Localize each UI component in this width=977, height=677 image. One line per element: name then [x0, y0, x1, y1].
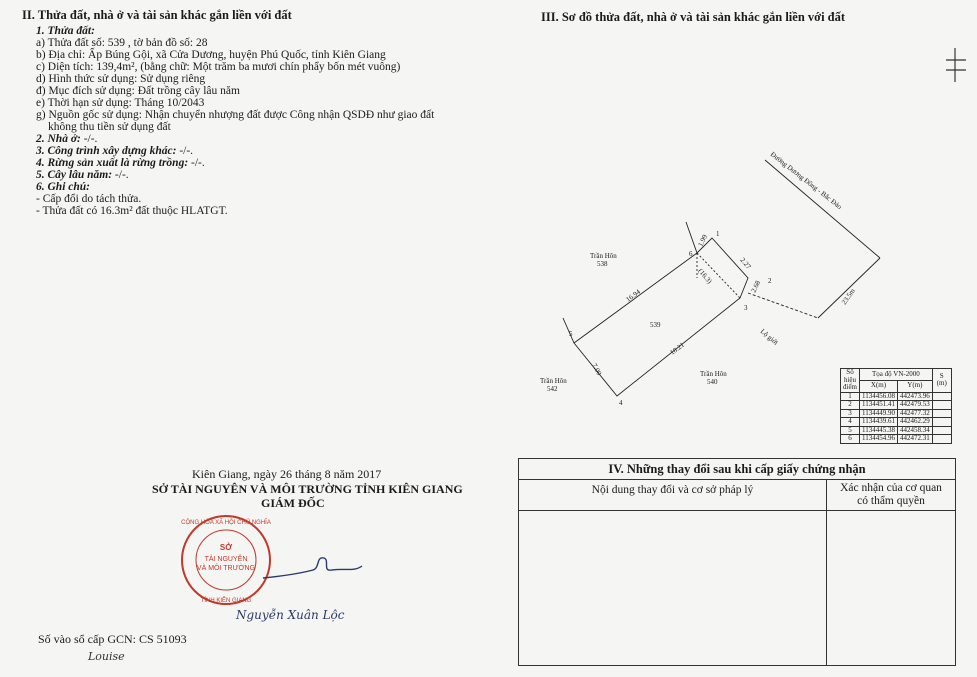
- coord-point: 2: [841, 401, 860, 410]
- parcel-heading: 1. Thửa đất:: [36, 25, 95, 37]
- lo-gioi-label: Lộ giới: [758, 327, 780, 347]
- svg-text:TỈNH KIÊN GIANG: TỈNH KIÊN GIANG: [200, 598, 252, 604]
- parcel-address: b) Địa chỉ: Ấp Búng Gội, xã Cửa Dương, huyện Phú Quốc, tỉnh Kiên Giang: [36, 49, 386, 61]
- signer-name: Nguyễn Xuân Lộc: [236, 608, 345, 622]
- section4-title: IV. Những thay đổi sau khi cấp giấy chứng nhận: [519, 459, 955, 480]
- coord-header-x: X(m): [860, 380, 898, 392]
- neighbor-542-name: Trần Hôn: [540, 377, 567, 385]
- coord-row: [841, 426, 952, 435]
- point-5: 5: [569, 330, 573, 338]
- coord-point: 1: [841, 392, 860, 401]
- svg-text:VÀ MÔI TRƯỜNG: VÀ MÔI TRƯỜNG: [196, 565, 256, 572]
- coord-s: [932, 409, 951, 418]
- coord-y: 442462.29: [898, 418, 933, 427]
- house-label: 2. Nhà ở:: [36, 133, 81, 145]
- usage-origin-cont: không thu tiền sử dụng đất: [48, 121, 171, 133]
- changes-col-confirm-line1: Xác nhận của cơ quan: [840, 482, 942, 494]
- coord-header-no: Số hiệu điểm: [841, 369, 860, 393]
- dim-4-5: 7.00: [590, 362, 604, 377]
- coord-y: 442479.53: [898, 401, 933, 410]
- svg-text:CỘNG HÒA XÃ HỘI CHỦ NGHĨA: CỘNG HÒA XÃ HỘI CHỦ NGHĨA: [181, 520, 271, 526]
- issuing-department: SỞ TÀI NGUYÊN VÀ MÔI TRƯỜNG TỈNH KIÊN GIANG: [152, 482, 463, 496]
- usage-term: e) Thời hạn sử dụng: Tháng 10/2043: [36, 97, 205, 109]
- coord-s: [932, 435, 951, 444]
- extension-line: [686, 222, 697, 253]
- usage-form: d) Hình thức sử dụng: Sử dụng riêng: [36, 73, 206, 85]
- coord-header-y: Y(m): [898, 380, 933, 392]
- point-4: 4: [619, 399, 623, 407]
- coord-row: [841, 409, 952, 418]
- parcel-number-label: 539: [650, 321, 661, 329]
- point-6: 6: [689, 250, 693, 258]
- neighbor-538-no: 538: [597, 260, 608, 268]
- dim-5-6: 16.94: [624, 287, 642, 304]
- point-2: 2: [768, 277, 772, 285]
- signer-role: GIÁM ĐỐC: [261, 496, 325, 510]
- coord-header-s: S (m): [932, 369, 951, 393]
- dim-2-3: 2.68: [749, 279, 762, 294]
- dim-1-2: 2.27: [738, 256, 753, 271]
- corridor-area: (16.3): [696, 267, 714, 286]
- dim-3-4: 18.21: [668, 340, 686, 357]
- parcel-map: [500, 0, 970, 420]
- parcel-number: a) Thửa đất số: 539 , tờ bản đồ số: 28: [36, 37, 208, 49]
- svg-text:SỞ: SỞ: [219, 543, 233, 552]
- coordinate-table: [840, 368, 952, 444]
- point-1: 1: [716, 230, 720, 238]
- changes-col-confirm: [827, 480, 955, 510]
- coord-s: [932, 418, 951, 427]
- section3-title: III. Sơ đồ thửa đất, nhà ở và tài sản khác gắn liền với đất: [541, 10, 846, 24]
- construction-value: -/-.: [176, 145, 194, 157]
- coord-row: [841, 392, 952, 401]
- coord-row: [841, 401, 952, 410]
- forest-label: 4. Rừng sản xuất là rừng trồng:: [36, 157, 189, 169]
- place-date: Kiên Giang, ngày 26 tháng 8 năm 2017: [192, 467, 382, 481]
- perennial-label: 5. Cây lâu năm:: [36, 169, 113, 181]
- dim-road: 23.5m: [840, 287, 857, 307]
- neighbor-540-name: Trần Hôn: [700, 370, 727, 378]
- coord-x: 1134454.96: [860, 435, 898, 444]
- coord-point: 4: [841, 418, 860, 427]
- changes-col-content: Nội dung thay đổi và cơ sở pháp lý: [519, 480, 827, 510]
- changes-table: [518, 458, 956, 666]
- changes-col-confirm-line2: có thẩm quyền: [857, 495, 925, 507]
- dim-1-6: 1.99: [696, 233, 709, 248]
- coord-s: [932, 401, 951, 410]
- coord-y: 442473.96: [898, 392, 933, 401]
- coord-point: 5: [841, 426, 860, 435]
- road-edge: [765, 160, 880, 258]
- coord-x: 1134451.41: [860, 401, 898, 410]
- coord-row: [841, 418, 952, 427]
- coord-y: 442458.34: [898, 426, 933, 435]
- section2-title: II. Thửa đất, nhà ở và tài sản khác gắn liền với đất: [22, 8, 292, 22]
- coord-header-sys: Tọa độ VN-2000: [860, 369, 933, 381]
- coord-y: 442477.32: [898, 409, 933, 418]
- lo-gioi-line: [748, 293, 818, 318]
- house-value: -/-.: [80, 133, 98, 145]
- neighbor-540-no: 540: [707, 378, 718, 386]
- coord-point: 3: [841, 409, 860, 418]
- signature-stroke-icon: [258, 548, 368, 588]
- book-number: Số vào sổ cấp GCN: CS 51093: [38, 632, 187, 646]
- changes-divider: [826, 509, 827, 665]
- binder-mark-icon: [946, 48, 966, 82]
- coord-s: [932, 392, 951, 401]
- note-1: - Cấp đổi do tách thửa.: [36, 193, 142, 205]
- construction-label: 3. Công trình xây dựng khác:: [36, 145, 177, 157]
- coord-s: [932, 426, 951, 435]
- neighbor-538-name: Trần Hôn: [590, 252, 617, 260]
- coord-point: 6: [841, 435, 860, 444]
- coord-x: 1134445.38: [860, 426, 898, 435]
- coord-x: 1134439.61: [860, 418, 898, 427]
- coord-x: 1134449.90: [860, 409, 898, 418]
- book-signature: Louise: [88, 650, 125, 663]
- coord-x: 1134456.08: [860, 392, 898, 401]
- road-name: Đường Dương Đông - Bắc Đảo: [768, 150, 844, 211]
- coord-y: 442472.31: [898, 435, 933, 444]
- forest-value: -/-.: [188, 157, 205, 169]
- svg-text:TÀI NGUYÊN: TÀI NGUYÊN: [204, 556, 248, 563]
- usage-origin: g) Nguồn gốc sử dụng: Nhận chuyển nhượng đất được Công nhận QSDĐ như giao đất: [36, 109, 435, 121]
- usage-purpose: đ) Mục đích sử dụng: Đất trồng cây lâu năm: [36, 85, 240, 97]
- neighbor-542-no: 542: [547, 385, 558, 393]
- coord-row: [841, 435, 952, 444]
- land-info-section: [22, 8, 492, 217]
- perennial-value: -/-.: [112, 169, 129, 181]
- point-3: 3: [744, 304, 748, 312]
- note-2: - Thửa đất có 16.3m² đất thuộc HLATGT.: [36, 205, 228, 217]
- parcel-area: c) Diện tích: 139,4m², (bằng chữ: Một trăm ba mươi chín phẩy bốn mét vuông): [36, 61, 401, 73]
- notes-heading: 6. Ghi chú:: [36, 181, 90, 193]
